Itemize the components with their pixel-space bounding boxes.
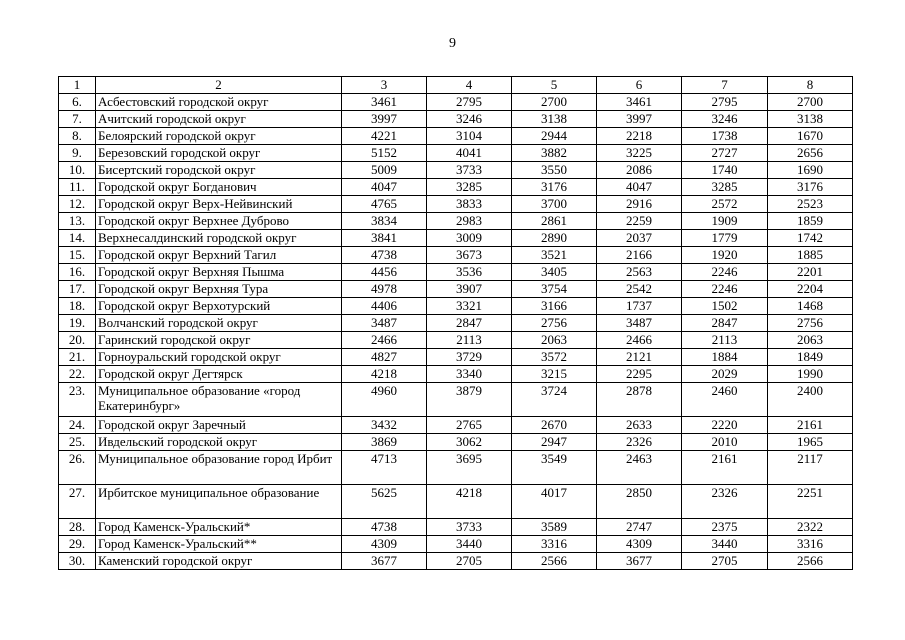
value-cell: 3677 xyxy=(342,553,427,570)
row-number: 22. xyxy=(59,366,96,383)
value-cell: 3340 xyxy=(427,366,512,383)
value-cell: 4047 xyxy=(597,179,682,196)
value-cell: 4309 xyxy=(597,536,682,553)
table-row xyxy=(59,196,853,213)
value-cell: 3316 xyxy=(512,536,597,553)
value-cell: 4765 xyxy=(342,196,427,213)
row-number: 15. xyxy=(59,247,96,264)
value-cell: 2010 xyxy=(682,434,768,451)
table-row xyxy=(59,366,853,383)
header-cell: 3 xyxy=(342,77,427,94)
municipality-name: Гаринский городской округ xyxy=(96,332,342,349)
value-cell: 2861 xyxy=(512,213,597,230)
value-cell: 3062 xyxy=(427,434,512,451)
value-cell: 3997 xyxy=(342,111,427,128)
table-row xyxy=(59,162,853,179)
value-cell: 3879 xyxy=(427,383,512,417)
value-cell: 4738 xyxy=(342,247,427,264)
value-cell: 4041 xyxy=(427,145,512,162)
table-row xyxy=(59,417,853,434)
value-cell: 1909 xyxy=(682,213,768,230)
value-cell: 1859 xyxy=(768,213,853,230)
value-cell: 2542 xyxy=(597,281,682,298)
row-number: 24. xyxy=(59,417,96,434)
value-cell: 3176 xyxy=(768,179,853,196)
value-cell: 2063 xyxy=(768,332,853,349)
value-cell: 2795 xyxy=(427,94,512,111)
value-cell: 2847 xyxy=(427,315,512,332)
header-cell: 6 xyxy=(597,77,682,94)
row-number: 25. xyxy=(59,434,96,451)
value-cell: 3754 xyxy=(512,281,597,298)
value-cell: 2295 xyxy=(597,366,682,383)
row-number: 7. xyxy=(59,111,96,128)
value-cell: 3461 xyxy=(342,94,427,111)
value-cell: 2251 xyxy=(768,485,853,519)
municipality-name: Муниципальное образование город Ирбит xyxy=(96,451,342,485)
value-cell: 2727 xyxy=(682,145,768,162)
value-cell: 2117 xyxy=(768,451,853,485)
value-cell: 3432 xyxy=(342,417,427,434)
table-row xyxy=(59,315,853,332)
municipality-name: Асбестовский городской округ xyxy=(96,94,342,111)
row-number: 6. xyxy=(59,94,96,111)
value-cell: 3733 xyxy=(427,519,512,536)
row-number: 14. xyxy=(59,230,96,247)
value-cell: 4960 xyxy=(342,383,427,417)
row-number: 8. xyxy=(59,128,96,145)
value-cell: 2670 xyxy=(512,417,597,434)
value-cell: 2220 xyxy=(682,417,768,434)
value-cell: 3285 xyxy=(427,179,512,196)
table-row xyxy=(59,213,853,230)
value-cell: 3215 xyxy=(512,366,597,383)
table-row xyxy=(59,111,853,128)
value-cell: 4738 xyxy=(342,519,427,536)
value-cell: 1742 xyxy=(768,230,853,247)
value-cell: 1920 xyxy=(682,247,768,264)
value-cell: 1468 xyxy=(768,298,853,315)
value-cell: 2523 xyxy=(768,196,853,213)
municipality-name: Горноуральский городской округ xyxy=(96,349,342,366)
value-cell: 2326 xyxy=(682,485,768,519)
value-cell: 2218 xyxy=(597,128,682,145)
value-cell: 2113 xyxy=(427,332,512,349)
value-cell: 3440 xyxy=(682,536,768,553)
value-cell: 2572 xyxy=(682,196,768,213)
value-cell: 2326 xyxy=(597,434,682,451)
value-cell: 2566 xyxy=(768,553,853,570)
value-cell: 3695 xyxy=(427,451,512,485)
row-number: 19. xyxy=(59,315,96,332)
value-cell: 2259 xyxy=(597,213,682,230)
value-cell: 2850 xyxy=(597,485,682,519)
row-number: 17. xyxy=(59,281,96,298)
value-cell: 4218 xyxy=(427,485,512,519)
value-cell: 3869 xyxy=(342,434,427,451)
value-cell: 2086 xyxy=(597,162,682,179)
data-table xyxy=(58,76,853,570)
municipality-name: Городской округ Богданович xyxy=(96,179,342,196)
row-number: 13. xyxy=(59,213,96,230)
table-row xyxy=(59,298,853,315)
value-cell: 2700 xyxy=(768,94,853,111)
value-cell: 2161 xyxy=(768,417,853,434)
value-cell: 2756 xyxy=(512,315,597,332)
value-cell: 4221 xyxy=(342,128,427,145)
value-cell: 1670 xyxy=(768,128,853,145)
value-cell: 3104 xyxy=(427,128,512,145)
value-cell: 3589 xyxy=(512,519,597,536)
table-row xyxy=(59,485,853,519)
row-number: 20. xyxy=(59,332,96,349)
municipality-name: Волчанский городской округ xyxy=(96,315,342,332)
value-cell: 3440 xyxy=(427,536,512,553)
value-cell: 3549 xyxy=(512,451,597,485)
table-row xyxy=(59,230,853,247)
value-cell: 2037 xyxy=(597,230,682,247)
value-cell: 2322 xyxy=(768,519,853,536)
municipality-name: Белоярский городской округ xyxy=(96,128,342,145)
municipality-name: Бисертский городской округ xyxy=(96,162,342,179)
header-row xyxy=(59,77,853,94)
value-cell: 3536 xyxy=(427,264,512,281)
value-cell: 3677 xyxy=(597,553,682,570)
value-cell: 4456 xyxy=(342,264,427,281)
value-cell: 2656 xyxy=(768,145,853,162)
value-cell: 1885 xyxy=(768,247,853,264)
value-cell: 2700 xyxy=(512,94,597,111)
municipality-name: Ивдельский городской округ xyxy=(96,434,342,451)
value-cell: 2890 xyxy=(512,230,597,247)
value-cell: 3833 xyxy=(427,196,512,213)
value-cell: 2765 xyxy=(427,417,512,434)
value-cell: 3316 xyxy=(768,536,853,553)
value-cell: 3246 xyxy=(427,111,512,128)
value-cell: 2747 xyxy=(597,519,682,536)
table-row xyxy=(59,247,853,264)
value-cell: 3176 xyxy=(512,179,597,196)
value-cell: 3285 xyxy=(682,179,768,196)
row-number: 30. xyxy=(59,553,96,570)
value-cell: 3550 xyxy=(512,162,597,179)
value-cell: 3405 xyxy=(512,264,597,281)
header-cell: 7 xyxy=(682,77,768,94)
municipality-name: Ирбитское муниципальное образование xyxy=(96,485,342,519)
row-number: 21. xyxy=(59,349,96,366)
value-cell: 2983 xyxy=(427,213,512,230)
value-cell: 3166 xyxy=(512,298,597,315)
value-cell: 1502 xyxy=(682,298,768,315)
table-row xyxy=(59,94,853,111)
value-cell: 2161 xyxy=(682,451,768,485)
value-cell: 2878 xyxy=(597,383,682,417)
municipality-name: Ачитский городской округ xyxy=(96,111,342,128)
row-number: 18. xyxy=(59,298,96,315)
value-cell: 2113 xyxy=(682,332,768,349)
row-number: 16. xyxy=(59,264,96,281)
value-cell: 5152 xyxy=(342,145,427,162)
value-cell: 2375 xyxy=(682,519,768,536)
value-cell: 1737 xyxy=(597,298,682,315)
header-cell: 2 xyxy=(96,77,342,94)
value-cell: 1990 xyxy=(768,366,853,383)
value-cell: 5009 xyxy=(342,162,427,179)
table-row xyxy=(59,264,853,281)
value-cell: 2947 xyxy=(512,434,597,451)
municipality-name: Городской округ Верхнее Дуброво xyxy=(96,213,342,230)
value-cell: 3487 xyxy=(597,315,682,332)
value-cell: 4406 xyxy=(342,298,427,315)
page-number: 9 xyxy=(449,36,456,51)
value-cell: 4827 xyxy=(342,349,427,366)
value-cell: 3138 xyxy=(768,111,853,128)
value-cell: 1965 xyxy=(768,434,853,451)
municipality-name: Каменский городской округ xyxy=(96,553,342,570)
municipality-name: Верхнесалдинский городской округ xyxy=(96,230,342,247)
value-cell: 3700 xyxy=(512,196,597,213)
value-cell: 1738 xyxy=(682,128,768,145)
value-cell: 2705 xyxy=(427,553,512,570)
value-cell: 3461 xyxy=(597,94,682,111)
row-number: 10. xyxy=(59,162,96,179)
value-cell: 3487 xyxy=(342,315,427,332)
table-row xyxy=(59,179,853,196)
value-cell: 3907 xyxy=(427,281,512,298)
value-cell: 3834 xyxy=(342,213,427,230)
table-row xyxy=(59,451,853,485)
municipality-name: Городской округ Дегтярск xyxy=(96,366,342,383)
value-cell: 2944 xyxy=(512,128,597,145)
value-cell: 3882 xyxy=(512,145,597,162)
municipality-name: Город Каменск-Уральский* xyxy=(96,519,342,536)
value-cell: 2029 xyxy=(682,366,768,383)
value-cell: 2566 xyxy=(512,553,597,570)
row-number: 12. xyxy=(59,196,96,213)
value-cell: 2460 xyxy=(682,383,768,417)
value-cell: 2795 xyxy=(682,94,768,111)
value-cell: 4713 xyxy=(342,451,427,485)
value-cell: 3246 xyxy=(682,111,768,128)
table-row xyxy=(59,553,853,570)
row-number: 9. xyxy=(59,145,96,162)
table-row xyxy=(59,281,853,298)
value-cell: 2201 xyxy=(768,264,853,281)
row-number: 27. xyxy=(59,485,96,519)
value-cell: 1779 xyxy=(682,230,768,247)
value-cell: 3138 xyxy=(512,111,597,128)
header-cell: 4 xyxy=(427,77,512,94)
header-cell: 8 xyxy=(768,77,853,94)
value-cell: 4218 xyxy=(342,366,427,383)
value-cell: 3997 xyxy=(597,111,682,128)
table-row xyxy=(59,536,853,553)
value-cell: 2063 xyxy=(512,332,597,349)
municipality-name: Муниципальное образование «город Екатеринбург» xyxy=(96,383,342,417)
value-cell: 2463 xyxy=(597,451,682,485)
value-cell: 2204 xyxy=(768,281,853,298)
row-number: 28. xyxy=(59,519,96,536)
value-cell: 2400 xyxy=(768,383,853,417)
value-cell: 3225 xyxy=(597,145,682,162)
value-cell: 2847 xyxy=(682,315,768,332)
municipality-name: Городской округ Верхний Тагил xyxy=(96,247,342,264)
municipality-name: Городской округ Заречный xyxy=(96,417,342,434)
table-row xyxy=(59,434,853,451)
value-cell: 2166 xyxy=(597,247,682,264)
value-cell: 4978 xyxy=(342,281,427,298)
table-row xyxy=(59,332,853,349)
table-row xyxy=(59,128,853,145)
row-number: 23. xyxy=(59,383,96,417)
value-cell: 2916 xyxy=(597,196,682,213)
value-cell: 3673 xyxy=(427,247,512,264)
municipality-name: Городской округ Верхняя Тура xyxy=(96,281,342,298)
municipality-name: Березовский городской округ xyxy=(96,145,342,162)
value-cell: 2466 xyxy=(342,332,427,349)
value-cell: 3521 xyxy=(512,247,597,264)
value-cell: 1884 xyxy=(682,349,768,366)
value-cell: 4017 xyxy=(512,485,597,519)
value-cell: 2563 xyxy=(597,264,682,281)
value-cell: 2121 xyxy=(597,349,682,366)
value-cell: 2633 xyxy=(597,417,682,434)
value-cell: 3733 xyxy=(427,162,512,179)
value-cell: 2466 xyxy=(597,332,682,349)
header-cell: 5 xyxy=(512,77,597,94)
value-cell: 1849 xyxy=(768,349,853,366)
value-cell: 3724 xyxy=(512,383,597,417)
value-cell: 5625 xyxy=(342,485,427,519)
value-cell: 1690 xyxy=(768,162,853,179)
row-number: 11. xyxy=(59,179,96,196)
value-cell: 4047 xyxy=(342,179,427,196)
table-row xyxy=(59,383,853,417)
value-cell: 2705 xyxy=(682,553,768,570)
municipality-name: Городской округ Верхотурский xyxy=(96,298,342,315)
municipality-name: Город Каменск-Уральский** xyxy=(96,536,342,553)
table-row xyxy=(59,519,853,536)
row-number: 26. xyxy=(59,451,96,485)
header-cell: 1 xyxy=(59,77,96,94)
row-number: 29. xyxy=(59,536,96,553)
value-cell: 3009 xyxy=(427,230,512,247)
value-cell: 2246 xyxy=(682,264,768,281)
value-cell: 3841 xyxy=(342,230,427,247)
municipality-name: Городской округ Верхняя Пышма xyxy=(96,264,342,281)
value-cell: 1740 xyxy=(682,162,768,179)
value-cell: 2246 xyxy=(682,281,768,298)
table-row xyxy=(59,145,853,162)
value-cell: 2756 xyxy=(768,315,853,332)
value-cell: 3729 xyxy=(427,349,512,366)
value-cell: 3572 xyxy=(512,349,597,366)
value-cell: 4309 xyxy=(342,536,427,553)
value-cell: 3321 xyxy=(427,298,512,315)
table-row xyxy=(59,349,853,366)
municipality-name: Городской округ Верх-Нейвинский xyxy=(96,196,342,213)
